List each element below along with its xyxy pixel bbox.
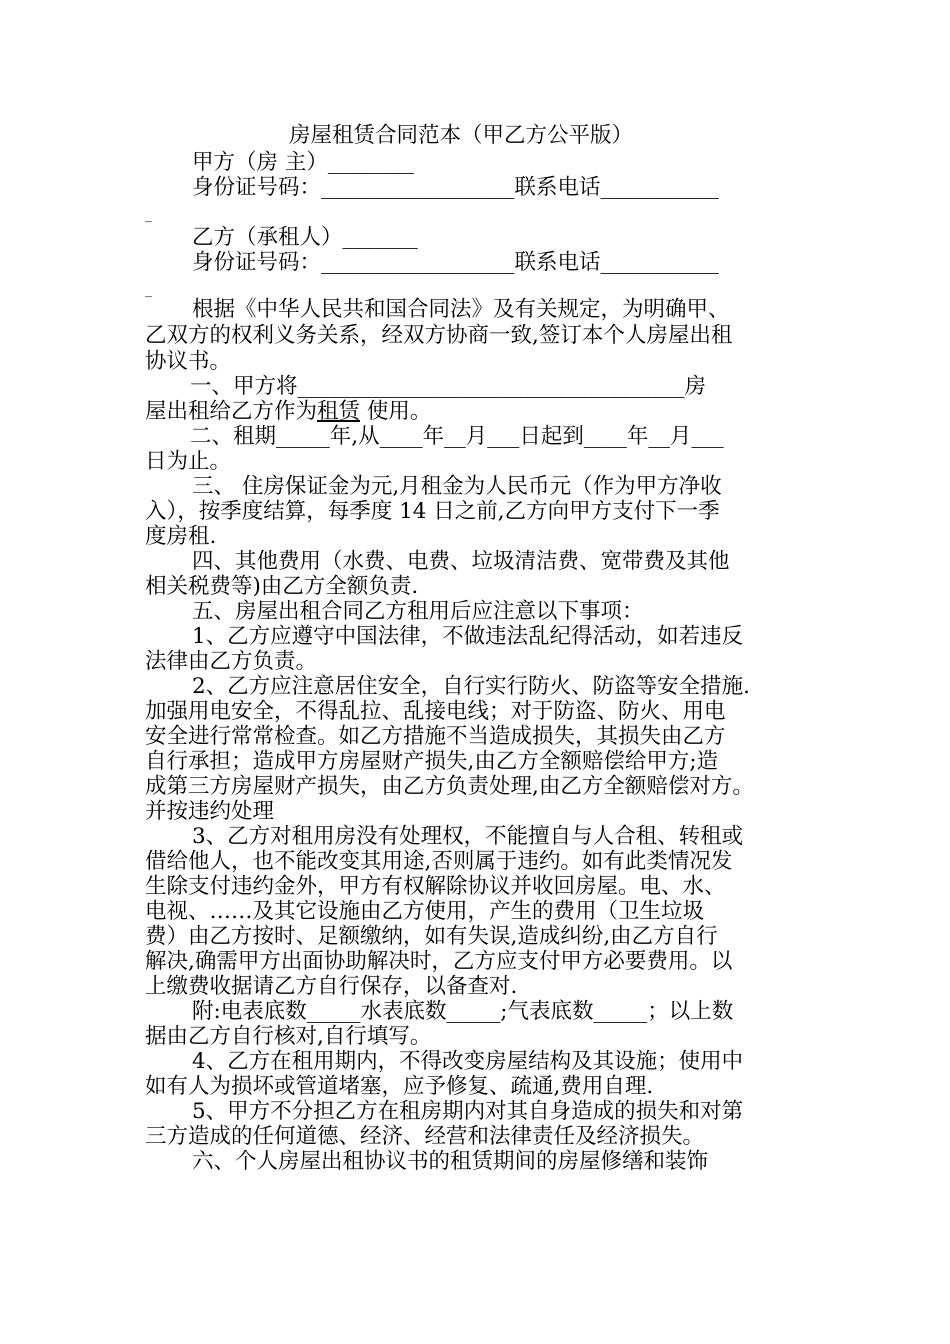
- tenant-id-phone-line: 身份证号码：__________________联系电话___________: [192, 250, 719, 275]
- body-line: 根据《中华人民共和国合同法》及有关规定，为明确甲、: [192, 297, 730, 322]
- body-line: 三方造成的任何道德、经济、经营和法律责任及经济损失。: [145, 1124, 705, 1149]
- tenant-line: 乙方（承租人）_______: [192, 225, 418, 250]
- item-four-line: 4、乙方在租用期内，不得改变房屋结构及其设施；使用中: [192, 1049, 744, 1074]
- clause-text: 使用。: [360, 399, 432, 424]
- meter-readings-line: 附:电表底数_____水表底数_____;气表底数_____；以上数: [192, 999, 734, 1024]
- clause-one-continuation: [145, 399, 825, 425]
- body-line: 相关税费等)由乙方全额负责.: [145, 574, 419, 599]
- clause-six-line: 六、个人房屋出租协议书的租赁期间的房屋修缮和装饰: [192, 1149, 709, 1174]
- body-line: 并按违约处理: [145, 799, 275, 824]
- body-line: 如有人为损坏或管道堵塞，应予修复、疏通,费用自理.: [145, 1074, 654, 1099]
- body-line: 据由乙方自行核对,自行填写。: [145, 1024, 432, 1049]
- body-line: 协议书。: [145, 349, 232, 374]
- landlord-line: 甲方（房 主）________: [192, 150, 414, 175]
- body-line: 上缴费收据请乙方自行保存，以备查对.: [145, 974, 518, 999]
- body-line: 借给他人，也不能改变其用途,否则属于违约。如有此类情况发: [145, 849, 733, 874]
- clause-text: 屋出租给乙方作为: [145, 399, 318, 424]
- stray-underscore: _: [145, 207, 152, 223]
- item-five-line: 5、甲方不分担乙方在租房期内对其自身造成的损失和对第: [192, 1099, 744, 1124]
- item-two-line: 2、乙方应注意居住安全，自行实行防火、防盗等安全措施.: [192, 674, 751, 699]
- body-line: 法律由乙方负责。: [145, 649, 318, 674]
- body-line: 生除支付违约金外，甲方有权解除协议并收回房屋。电、水、: [145, 874, 726, 899]
- document-title: 房屋租赁合同范本（甲乙方公平版）: [289, 123, 634, 148]
- clause-three-line: 三、 住房保证金为元,月租金为人民币元（作为甲方净收: [192, 474, 722, 499]
- body-line: 费）由乙方按时、足额缴纳，如有失误,造成纠纷,由乙方自行: [145, 924, 718, 949]
- clause-five-line: 五、房屋出租合同乙方租用后应注意以下事项：: [192, 599, 644, 624]
- stray-underscore: _: [145, 282, 152, 298]
- body-line: 自行承担；造成甲方房屋财产损失,由乙方全额赔偿给甲方;造: [145, 749, 719, 774]
- body-line: 成第三方房屋财产损失，由乙方负责处理,由乙方全额赔偿对方。: [145, 774, 754, 799]
- landlord-id-phone-line: 身份证号码：__________________联系电话___________: [192, 175, 719, 200]
- item-three-line: 3、乙方对租用房没有处理权，不能擅自与人合租、转租或: [192, 824, 744, 849]
- body-line: 乙双方的权利义务关系，经双方协商一致,签订本个人房屋出租: [145, 323, 733, 348]
- clause-four-line: 四、其他费用（水费、电费、垃圾清洁费、宽带费及其他: [192, 549, 730, 574]
- clause-one-line: 一、甲方将____________________________________房: [190, 374, 707, 399]
- body-line: 电视、……及其它设施由乙方使用，产生的费用（卫生垃圾: [145, 899, 705, 924]
- body-line: 入），按季度结算，每季度 14 日之前,乙方向甲方支付下一季: [145, 499, 720, 524]
- underlined-purpose: 租赁: [317, 399, 361, 424]
- body-line: 度房租.: [145, 524, 217, 549]
- clause-two-line: 二、租期_____年,从____年__月___日起到____年__月___: [190, 424, 724, 449]
- body-line: 安全进行常常检查。如乙方措施不当造成损失，其损失由乙方: [145, 724, 726, 749]
- item-one-line: 1、乙方应遵守中国法律，不做违法乱纪得活动，如若违反: [192, 624, 744, 649]
- body-line: 解决,确需甲方出面协助解决时，乙方应支付甲方必要费用。以: [145, 949, 733, 974]
- body-line: 日为止。: [145, 449, 232, 474]
- body-line: 加强用电安全，不得乱拉、乱接电线；对于防盗、防火、用电: [145, 699, 726, 724]
